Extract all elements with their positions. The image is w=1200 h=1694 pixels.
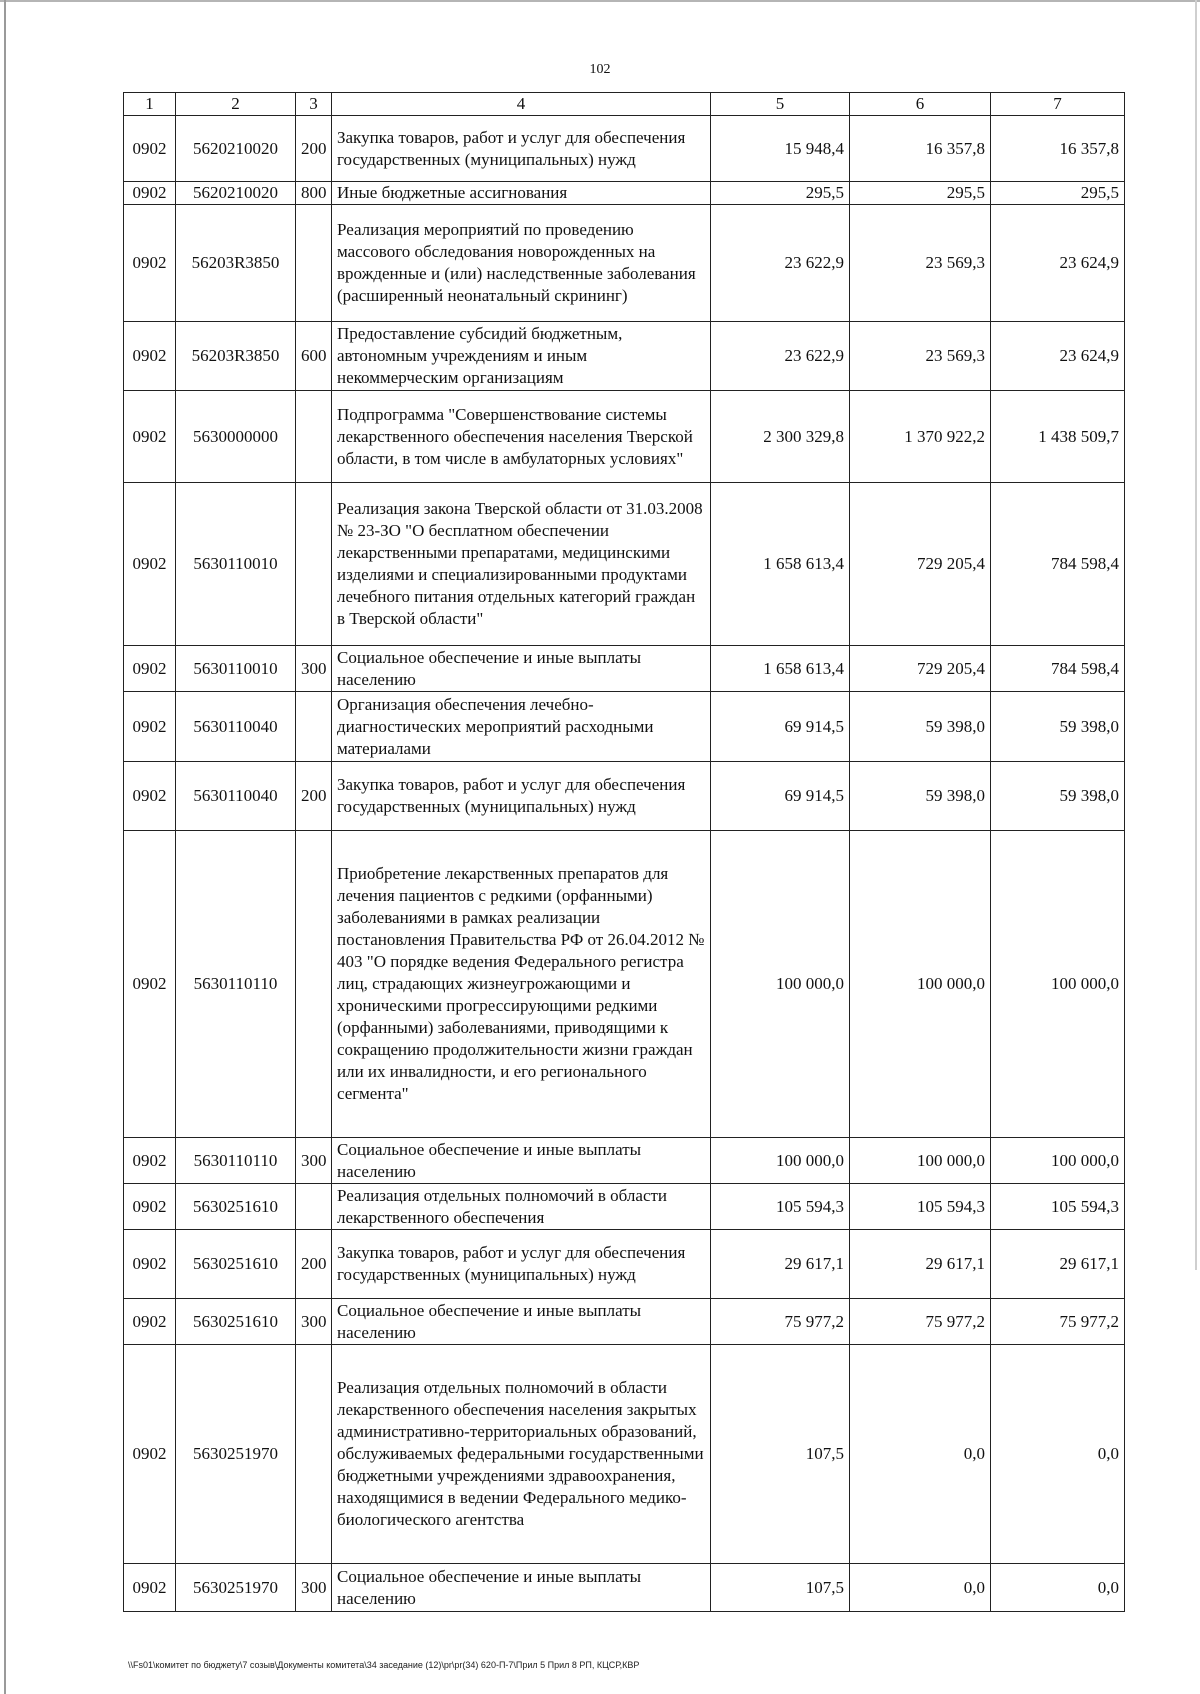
amount-year1: 2 300 329,8 <box>711 391 850 483</box>
item-name: Организация обеспечения лечебно-диагностических мероприятий расходными материалами <box>332 692 711 762</box>
expense-type-code <box>296 483 332 646</box>
amount-year3: 784 598,4 <box>991 483 1125 646</box>
amount-year2: 23 569,3 <box>850 322 991 391</box>
expense-type-code <box>296 1184 332 1230</box>
expense-type-code: 200 <box>296 1230 332 1299</box>
amount-year3: 59 398,0 <box>991 692 1125 762</box>
section-code: 0902 <box>124 1345 176 1564</box>
amount-year1: 69 914,5 <box>711 692 850 762</box>
table-row <box>124 1345 1125 1564</box>
amount-year1: 75 977,2 <box>711 1299 850 1345</box>
table-row <box>124 831 1125 1138</box>
target-article-code: 5630110040 <box>176 762 296 831</box>
amount-year3: 105 594,3 <box>991 1184 1125 1230</box>
page-number: 102 <box>589 62 611 77</box>
amount-year1: 100 000,0 <box>711 831 850 1138</box>
amount-year1: 23 622,9 <box>711 205 850 322</box>
expense-type-code: 300 <box>296 1564 332 1612</box>
target-article-code: 5630000000 <box>176 391 296 483</box>
expense-type-code: 300 <box>296 1138 332 1184</box>
amount-year1: 15 948,4 <box>711 116 850 182</box>
item-name: Приобретение лекарственных препаратов для лечения пациентов с редкими (орфанными) заболеваниями в рамках реализации постановления Правительства РФ от 26.04.2012 № 403 "О порядке ведения Федерального регистра лиц, страдающих жизнеугрожающими и хроническими прогрессирующими редкими (орфанными) заболеваниями, приводящими к сокращению продолжительности жизни граждан или их инвалидности, и его регионального сегмента" <box>332 831 711 1138</box>
amount-year3: 16 357,8 <box>991 116 1125 182</box>
item-name: Закупка товаров, работ и услуг для обеспечения государственных (муниципальных) нужд <box>332 762 711 831</box>
column-header: 3 <box>296 93 332 116</box>
item-name: Иные бюджетные ассигнования <box>332 182 711 205</box>
target-article-code: 5630251610 <box>176 1230 296 1299</box>
amount-year1: 107,5 <box>711 1564 850 1612</box>
amount-year2: 59 398,0 <box>850 692 991 762</box>
section-code: 0902 <box>124 116 176 182</box>
item-name: Предоставление субсидий бюджетным, автономным учреждениям и иным некоммерческим организациям <box>332 322 711 391</box>
amount-year2: 729 205,4 <box>850 483 991 646</box>
section-code: 0902 <box>124 831 176 1138</box>
scan-edge <box>1195 0 1197 1270</box>
item-name: Реализация закона Тверской области от 31.03.2008 № 23-ЗО "О бесплатном обеспечении лекарственными препаратами, медицинскими изделиями и специализированными продуктами лечебного питания отдельных категорий граждан в Тверской области" <box>332 483 711 646</box>
expense-type-code: 200 <box>296 762 332 831</box>
amount-year3: 29 617,1 <box>991 1230 1125 1299</box>
target-article-code: 5620210020 <box>176 116 296 182</box>
target-article-code: 5630251970 <box>176 1345 296 1564</box>
table-row <box>124 205 1125 322</box>
amount-year3: 59 398,0 <box>991 762 1125 831</box>
amount-year3: 1 438 509,7 <box>991 391 1125 483</box>
expense-type-code: 200 <box>296 116 332 182</box>
expense-type-code: 300 <box>296 1299 332 1345</box>
amount-year3: 100 000,0 <box>991 1138 1125 1184</box>
budget-table <box>123 92 1125 1612</box>
expense-type-code: 800 <box>296 182 332 205</box>
expense-type-code <box>296 692 332 762</box>
amount-year1: 1 658 613,4 <box>711 646 850 692</box>
amount-year1: 100 000,0 <box>711 1138 850 1184</box>
target-article-code: 5630110010 <box>176 646 296 692</box>
expense-type-code <box>296 205 332 322</box>
target-article-code: 5630251610 <box>176 1299 296 1345</box>
section-code: 0902 <box>124 1138 176 1184</box>
amount-year1: 105 594,3 <box>711 1184 850 1230</box>
amount-year2: 0,0 <box>850 1564 991 1612</box>
section-code: 0902 <box>124 1184 176 1230</box>
item-name: Реализация мероприятий по проведению массового обследования новорожденных на врожденные и (или) наследственные заболевания (расширенный неонатальный скрининг) <box>332 205 711 322</box>
amount-year3: 295,5 <box>991 182 1125 205</box>
item-name: Социальное обеспечение и иные выплаты населению <box>332 1564 711 1612</box>
section-code: 0902 <box>124 205 176 322</box>
expense-type-code <box>296 831 332 1138</box>
amount-year1: 295,5 <box>711 182 850 205</box>
amount-year2: 75 977,2 <box>850 1299 991 1345</box>
item-name: Закупка товаров, работ и услуг для обеспечения государственных (муниципальных) нужд <box>332 1230 711 1299</box>
amount-year1: 1 658 613,4 <box>711 483 850 646</box>
target-article-code: 5630110110 <box>176 1138 296 1184</box>
item-name: Социальное обеспечение и иные выплаты населению <box>332 1138 711 1184</box>
amount-year3: 100 000,0 <box>991 831 1125 1138</box>
target-article-code: 5630110110 <box>176 831 296 1138</box>
table-row <box>124 391 1125 483</box>
expense-type-code <box>296 1345 332 1564</box>
item-name: Закупка товаров, работ и услуг для обеспечения государственных (муниципальных) нужд <box>332 116 711 182</box>
section-code: 0902 <box>124 391 176 483</box>
section-code: 0902 <box>124 1230 176 1299</box>
section-code: 0902 <box>124 762 176 831</box>
amount-year2: 100 000,0 <box>850 1138 991 1184</box>
amount-year3: 23 624,9 <box>991 322 1125 391</box>
table-row <box>124 1184 1125 1230</box>
expense-type-code: 600 <box>296 322 332 391</box>
section-code: 0902 <box>124 646 176 692</box>
expense-type-code: 300 <box>296 646 332 692</box>
column-header: 4 <box>332 93 711 116</box>
amount-year3: 75 977,2 <box>991 1299 1125 1345</box>
table-row <box>124 1230 1125 1299</box>
column-header: 2 <box>176 93 296 116</box>
table-row <box>124 322 1125 391</box>
table-row <box>124 692 1125 762</box>
section-code: 0902 <box>124 182 176 205</box>
target-article-code: 56203R3850 <box>176 322 296 391</box>
item-name: Социальное обеспечение и иные выплаты населению <box>332 646 711 692</box>
amount-year2: 1 370 922,2 <box>850 391 991 483</box>
table-row <box>124 1564 1125 1612</box>
target-article-code: 5630251610 <box>176 1184 296 1230</box>
amount-year3: 0,0 <box>991 1345 1125 1564</box>
table-row <box>124 483 1125 646</box>
expense-type-code <box>296 391 332 483</box>
section-code: 0902 <box>124 483 176 646</box>
target-article-code: 5630110010 <box>176 483 296 646</box>
table-row <box>124 116 1125 182</box>
amount-year1: 69 914,5 <box>711 762 850 831</box>
amount-year2: 105 594,3 <box>850 1184 991 1230</box>
column-header: 6 <box>850 93 991 116</box>
amount-year3: 0,0 <box>991 1564 1125 1612</box>
amount-year2: 23 569,3 <box>850 205 991 322</box>
amount-year1: 107,5 <box>711 1345 850 1564</box>
target-article-code: 5630251970 <box>176 1564 296 1612</box>
amount-year2: 59 398,0 <box>850 762 991 831</box>
section-code: 0902 <box>124 692 176 762</box>
item-name: Реализация отдельных полномочий в области лекарственного обеспечения населения закрытых административно-территориальных образований, обслуживаемых федеральными государственными бюджетными учреждениями здравоохранения, находящимися в ведении Федерального медико-биологического агентства <box>332 1345 711 1564</box>
scan-edge <box>4 0 6 1694</box>
target-article-code: 5620210020 <box>176 182 296 205</box>
section-code: 0902 <box>124 322 176 391</box>
item-name: Социальное обеспечение и иные выплаты населению <box>332 1299 711 1345</box>
target-article-code: 56203R3850 <box>176 205 296 322</box>
section-code: 0902 <box>124 1564 176 1612</box>
footer-file-path: \\Fs01\комитет по бюджету\7 созыв\Документы комитета\34 заседание (12)\pr\pr(34) 620-П-7\Прил 5 Прил 8 РП, КЦСР,КВР <box>128 1660 640 1670</box>
section-code: 0902 <box>124 1299 176 1345</box>
table-row <box>124 1138 1125 1184</box>
amount-year1: 29 617,1 <box>711 1230 850 1299</box>
table-row <box>124 762 1125 831</box>
amount-year2: 100 000,0 <box>850 831 991 1138</box>
item-name: Реализация отдельных полномочий в области лекарственного обеспечения <box>332 1184 711 1230</box>
amount-year2: 29 617,1 <box>850 1230 991 1299</box>
table-row <box>124 182 1125 205</box>
table-row <box>124 646 1125 692</box>
amount-year1: 23 622,9 <box>711 322 850 391</box>
amount-year2: 729 205,4 <box>850 646 991 692</box>
column-header: 1 <box>124 93 176 116</box>
amount-year2: 16 357,8 <box>850 116 991 182</box>
amount-year2: 295,5 <box>850 182 991 205</box>
header-row <box>124 93 1125 116</box>
column-header: 5 <box>711 93 850 116</box>
table-row <box>124 1299 1125 1345</box>
scan-edge <box>0 0 1200 2</box>
item-name: Подпрограмма "Совершенствование системы лекарственного обеспечения населения Тверской области, в том числе в амбулаторных условиях" <box>332 391 711 483</box>
column-header: 7 <box>991 93 1125 116</box>
amount-year3: 23 624,9 <box>991 205 1125 322</box>
amount-year3: 784 598,4 <box>991 646 1125 692</box>
amount-year2: 0,0 <box>850 1345 991 1564</box>
target-article-code: 5630110040 <box>176 692 296 762</box>
